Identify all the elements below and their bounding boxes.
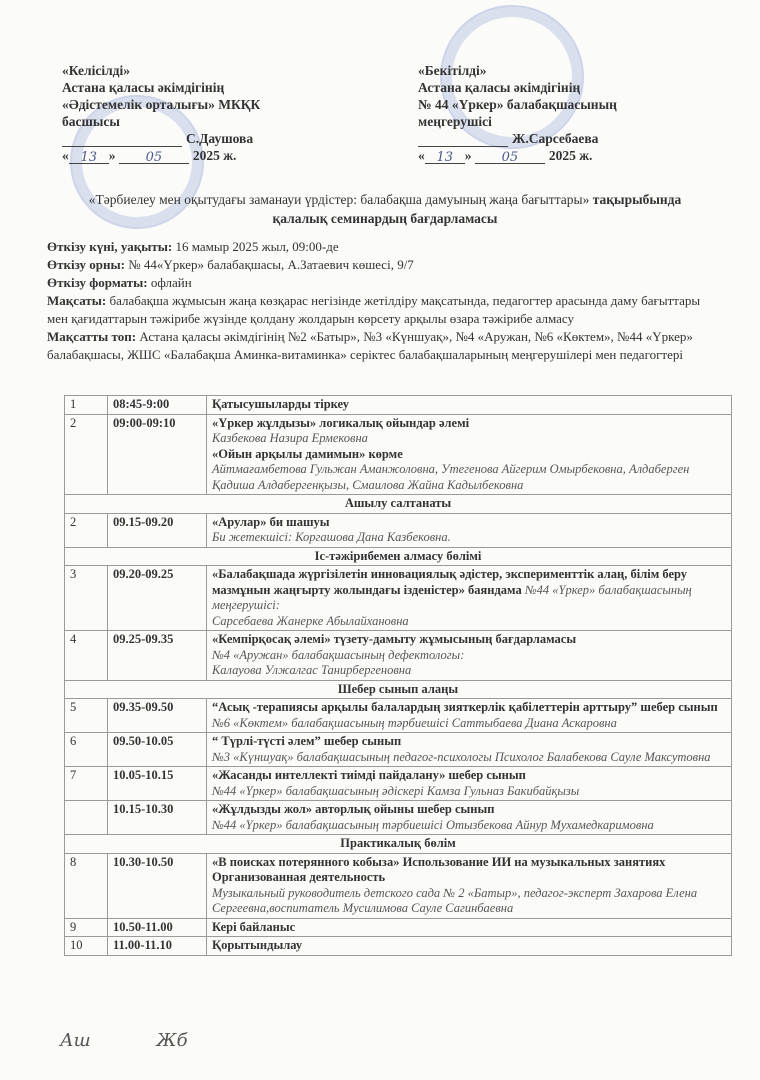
signature-2: Жб: [156, 1030, 188, 1051]
activity-presenter: Казбекова Назира Ермековна: [212, 431, 368, 445]
title-suffix: тақырыбында: [589, 192, 682, 207]
section-row: [65, 495, 732, 514]
row-time: 08:45-9:00: [108, 396, 207, 415]
row-number: 5: [65, 699, 108, 733]
row-activity: [207, 918, 732, 937]
activity-title: «Балабақшада жүргізілетін инновациялық әдістер, эксперименттік алаң, білім беру мазмұнын жаңғырту жолындағы ізденістер» баяндама №44 «Үркер» балабақшасының меңгерушісі:: [212, 567, 692, 612]
activity-title: Қорытындылау: [212, 938, 303, 952]
table-row: [65, 631, 732, 681]
signature-line: [62, 130, 362, 147]
section-row: [65, 547, 732, 566]
row-time: 11.00-11.10: [108, 937, 207, 956]
signature-blank: [62, 132, 182, 147]
title-line-2: қалалық семинардың бағдарламасы: [272, 211, 498, 226]
seminar-info: [47, 238, 717, 364]
row-number: 10: [65, 937, 108, 956]
info-goal: Мақсаты: балабақша жұмысын жаңа көзқарас негізінде жетілдіру мақсатында, педагогтер арасында даму бағыттары мен қағидаттарын тәжірибе жүзінде қолдану жолдарын көрсету арқылы өзара тәжірибе алмасу: [47, 293, 701, 326]
table-row: [65, 414, 732, 495]
approval-line: Астана қаласы әкімдігінің: [418, 80, 581, 95]
row-time: 09:00-09:10: [108, 414, 207, 495]
document-title: [40, 190, 730, 228]
activity-title: “Асық -терапиясы арқылы балалардың зияткерлік қабілеттерін арттыру” шебер сынып: [212, 700, 718, 714]
row-number: 2: [65, 513, 108, 547]
date-line: « 13 » 05 2025 ж.: [418, 148, 593, 165]
row-activity: [207, 937, 732, 956]
row-activity: [207, 396, 732, 415]
row-time: 09.35-09.50: [108, 699, 207, 733]
section-title: Практикалық бөлім: [65, 835, 732, 854]
activity-title: “ Түрлі-түсті әлем” шебер сынып: [212, 734, 402, 748]
approval-heading: «Келісілді»: [62, 63, 130, 78]
date-month: 05: [119, 149, 189, 164]
row-activity: [207, 699, 732, 733]
activity-presenter: №6 «Көктем» балабақшасының тәрбиешісі Саттыбаева Диана Аскаровна: [212, 715, 617, 730]
row-number: 1: [65, 396, 108, 415]
bottom-signatures: [60, 1030, 248, 1051]
activity-title: «Үркер жұлдызы» логикалық ойындар әлемі: [212, 415, 470, 430]
signature-line: [418, 130, 718, 147]
row-activity: [207, 631, 732, 681]
activity-presenter: №4 «Аружан» балабақшасының дефектологы:: [212, 647, 465, 662]
row-number: 8: [65, 853, 108, 918]
row-time: 09.15-09.20: [108, 513, 207, 547]
signature-1: Аш: [60, 1030, 91, 1051]
date-year: 2025 ж.: [192, 148, 237, 163]
activity-presenter: Айтмағамбетова Гульжан Аманжоловна, Утегенова Айгерим Омырбековна, Алдаберген Қадиша Алдабергенқызы, Смаилова Жайна Кадылбековна: [212, 462, 690, 492]
activity-presenter: №44 «Үркер» балабақшасының әдіскері Камза Гульназ Бакибайқызы: [212, 783, 580, 798]
row-time: 09.50-10.05: [108, 733, 207, 767]
approval-line: басшысы: [62, 114, 120, 129]
section-title: Іс-тәжірибемен алмасу бөлімі: [65, 547, 732, 566]
activity-title: Қатысушыларды тіркеу: [212, 397, 350, 411]
approval-line: № 44 «Үркер» балабақшасының: [418, 97, 617, 112]
signer-name: С.Даушова: [186, 131, 254, 146]
activity-title: «Ойын арқылы дамимын» көрме: [212, 446, 403, 461]
row-activity: [207, 513, 732, 547]
row-number: 2: [65, 414, 108, 495]
date-month: 05: [475, 149, 545, 164]
row-activity: [207, 733, 732, 767]
activity-presenter: Сарсебаева Жанерке Абылайхановна: [212, 613, 409, 628]
approval-block-agreed: [62, 62, 362, 164]
table-row: [65, 699, 732, 733]
activity-title: «Арулар» би шашуы: [212, 514, 330, 529]
table-row: [65, 566, 732, 631]
activity-presenter: №44 «Үркер» балабақшасының тәрбиешісі Отызбекова Айнур Мухамедкаримовна: [212, 817, 654, 832]
date-day: 13: [425, 149, 465, 164]
activity-title: «Кемпірқосақ әлемі» түзету-дамыту жұмысының бағдарламасы: [212, 632, 577, 646]
date-day: 13: [69, 149, 109, 164]
info-format: Өткізу форматы: офлайн: [47, 275, 192, 290]
section-row: [65, 680, 732, 699]
row-activity: [207, 767, 732, 801]
row-time: 09.20-09.25: [108, 566, 207, 631]
row-activity: [207, 414, 732, 495]
table-row: [65, 396, 732, 415]
seminar-theme: «Тәрбиелеу мен оқытудағы заманауи үрдістер: балабақша дамуының жаңа бағыттары»: [88, 192, 590, 207]
info-place: Өткізу орны: № 44«Үркер» балабақшасы, А.Затаевич көшесі, 9/7: [47, 257, 414, 272]
row-activity: [207, 801, 732, 835]
row-number: 3: [65, 566, 108, 631]
signer-name: Ж.Сарсебаева: [512, 131, 599, 146]
activity-title: «В поисках потерянного кобыза» Использование ИИ на музыкальных занятиях Организованная деятельность: [212, 854, 666, 884]
row-time: 10.15-10.30: [108, 801, 207, 835]
approval-block-approved: [418, 62, 718, 164]
table-row: [65, 918, 732, 937]
table-row: [65, 853, 732, 918]
row-number: [65, 801, 108, 835]
program-table: [64, 395, 732, 956]
activity-title: Кері байланыс: [212, 919, 296, 934]
row-activity: [207, 853, 732, 918]
activity-presenter-role: №44 «Үркер» балабақшасының меңгерушісі:: [212, 582, 692, 612]
row-activity: [207, 566, 732, 631]
approval-line: Астана қаласы әкімдігінің: [62, 80, 225, 95]
row-time: 10.50-11.00: [108, 918, 207, 937]
table-row: [65, 937, 732, 956]
row-number: 9: [65, 918, 108, 937]
activity-presenter: Музыкальный руководитель детского сада № 2 «Батыр», педагог-эксперт Захарова Елена Сергеевна,воспитатель Мусилимова Сауле Сагинбаевна: [212, 885, 698, 915]
activity-presenter: №3 «Күншуақ» балабақшасының педагог-психологы Психолог Балабекова Сауле Максутовна: [212, 749, 711, 764]
table-row: [65, 513, 732, 547]
date-line: « 13 » 05 2025 ж.: [62, 148, 237, 165]
approval-heading: «Бекітілді»: [418, 63, 487, 78]
date-year: 2025 ж.: [548, 148, 593, 163]
table-row: [65, 733, 732, 767]
approval-line: меңгерушісі: [418, 114, 492, 129]
activity-title: «Жасанды интеллекті тиімді пайдалану» шебер сынып: [212, 768, 526, 782]
row-time: 10.05-10.15: [108, 767, 207, 801]
activity-title: «Жұлдызды жол» авторлық ойыны шебер сынып: [212, 802, 495, 816]
section-title: Шебер сынып алаңы: [65, 680, 732, 699]
info-target-group: Мақсатты топ: Астана қаласы әкімдігінің №2 «Батыр», №3 «Күншуақ», №4 «Аружан, №6 «Көктем», №44 «Үркер» балабақшасы, ЖШС «Балабақша Аминка-витаминка» серіктес балабақшаларының меңгерушілері мен педагогтері: [47, 329, 693, 362]
row-number: 4: [65, 631, 108, 681]
row-number: 7: [65, 767, 108, 801]
table-row: [65, 767, 732, 801]
row-time: 10.30-10.50: [108, 853, 207, 918]
signature-blank: [418, 132, 508, 147]
info-date: Өткізу күні, уақыты: 16 мамыр 2025 жыл, 09:00-де: [47, 239, 339, 254]
section-row: [65, 835, 732, 854]
row-number: 6: [65, 733, 108, 767]
activity-presenter: Калауова Улжалгас Танирбергеновна: [212, 663, 412, 677]
section-title: Ашылу салтанаты: [65, 495, 732, 514]
activity-presenter: Би жетекшісі: Коргашова Дана Казбековна.: [212, 530, 451, 544]
table-row: [65, 801, 732, 835]
approval-line: «Әдістемелік орталығы» МКҚК: [62, 97, 261, 112]
row-time: 09.25-09.35: [108, 631, 207, 681]
